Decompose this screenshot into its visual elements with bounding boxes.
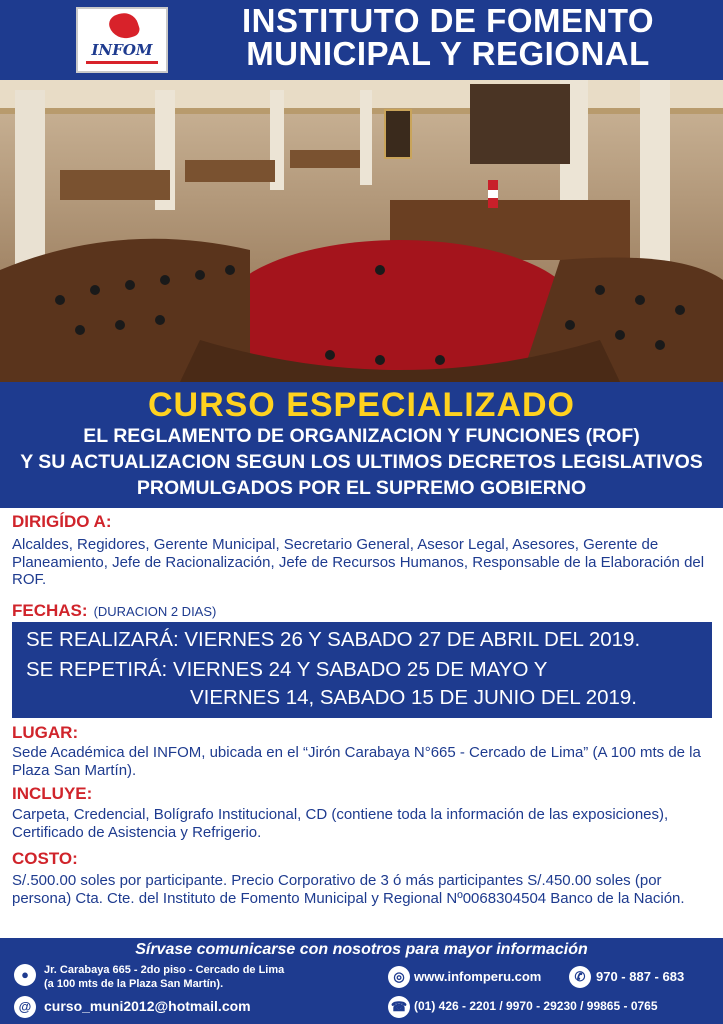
date-line-3: VIERNES 14, SABADO 15 DE JUNIO DEL 2019. (190, 686, 638, 709)
at-sign-icon: @ (14, 996, 36, 1018)
address-line-1: Jr. Carabaya 665 - 2do piso - Cercado de Lima (44, 964, 285, 976)
course-line-3: PROMULGADOS POR EL SUPREMO GOBIERNO (136, 477, 587, 499)
phone-icon: ☎ (388, 996, 410, 1018)
institute-title (178, 4, 718, 70)
globe-icon: ◎ (388, 966, 410, 988)
fechas-label: FECHAS: (12, 601, 88, 620)
location-pin-icon: ● (14, 964, 36, 986)
phone-numbers[interactable]: (01) 426 - 2201 / 9970 - 29230 / 99865 - 0765 (414, 999, 658, 1013)
dirigido-text: Alcaldes, Regidores, Gerente Municipal, Secretario General, Asesor Legal, Asesores, Gerente de Planeamiento, Jefe de Racionalización, Jefe de Recursos Humanos, Responsable de la Elaboración del ROF. (12, 536, 705, 588)
course-title: CURSO ESPECIALIZADO (147, 386, 576, 424)
address-line-2: (a 100 mts de la Plaza San Martín). (44, 978, 224, 990)
website-link[interactable]: www.infomperu.com (414, 969, 542, 984)
chamber-illustration (0, 80, 723, 382)
lugar-text: Sede Académica del INFOM, ubicada en el “Jirón Carabaya N°665 - Cercado de Lima” (A 100 mts de la Plaza San Martín). (12, 744, 701, 779)
logo-text: INFOM (91, 41, 153, 59)
whatsapp-number[interactable]: 970 - 887 - 683 (596, 969, 685, 984)
footer-title: Sírvase comunicarse con nosotros para mayor información (135, 941, 588, 958)
fechas-duration: (DURACION 2 DIAS) (93, 604, 217, 619)
header-banner (0, 0, 723, 80)
course-banner (0, 382, 723, 508)
email-link[interactable]: curso_muni2012@hotmail.com (44, 998, 251, 1014)
course-line-1: EL REGLAMENTO DE ORGANIZACION Y FUNCIONES (ROF) (83, 425, 640, 447)
fechas-label-row (12, 601, 216, 621)
costo-label: COSTO: (12, 849, 78, 868)
contact-footer (0, 938, 723, 1024)
lugar-label: LUGAR: (12, 723, 79, 742)
dates-box (12, 622, 712, 718)
title-line-2: MUNICIPAL Y REGIONAL (246, 35, 650, 72)
date-line-1: SE REALIZARÁ: VIERNES 26 Y SABADO 27 DE ABRIL DEL 2019. (26, 628, 641, 651)
infom-logo (76, 7, 168, 73)
peru-map-icon (107, 9, 142, 42)
title-line-1: INSTITUTO DE FOMENTO (241, 2, 655, 39)
date-line-2: SE REPETIRÁ: VIERNES 24 Y SABADO 25 DE MAYO Y (26, 658, 548, 681)
dirigido-label: DIRIGÍDO A: (12, 512, 112, 531)
whatsapp-icon: ✆ (569, 966, 591, 988)
congress-chamber-photo (0, 80, 723, 382)
costo-text: S/.500.00 soles por participante. Precio Corporativo de 3 ó más participantes S/.450.00 soles (por persona) Cta. Cte. del Instituto de Fomento Municipal y Regional Nº0068304504 Banco de la Nación. (12, 872, 685, 907)
incluye-label: INCLUYE: (12, 784, 93, 803)
logo-underline (86, 61, 158, 64)
incluye-text: Carpeta, Credencial, Bolígrafo Institucional, CD (contiene toda la información de las exposiciones), Certificado de Asistencia y Refrigerio. (12, 806, 669, 841)
course-line-2: Y SU ACTUALIZACION SEGUN LOS ULTIMOS DECRETOS LEGISLATIVOS (20, 451, 703, 473)
